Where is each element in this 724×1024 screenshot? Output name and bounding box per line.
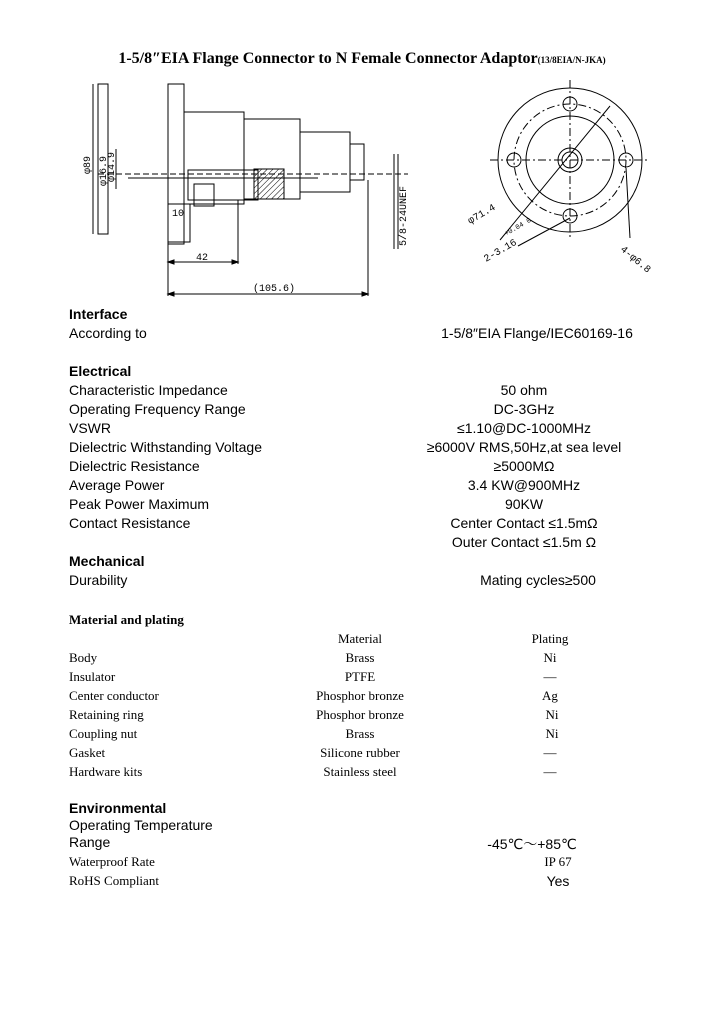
electrical-label: Average Power [69, 477, 165, 493]
interface-value: 1-5/8″EIA Flange/IEC60169-16 [441, 325, 633, 341]
material-name: Phosphor bronze [316, 688, 404, 703]
environmental-label: Waterproof Rate [69, 854, 155, 869]
dim-holes-2-3: 2-3.16 [482, 237, 520, 266]
dim-tolerance: +0.04 0 [503, 216, 533, 239]
dim-42: 42 [196, 253, 209, 264]
column-header-material: Material [337, 631, 383, 646]
electrical-value: ≤1.10@DC-1000MHz [457, 420, 591, 436]
section-heading-mechanical: Mechanical [69, 553, 145, 569]
material-part: Body [69, 650, 98, 665]
section-heading-environmental: Environmental [69, 800, 167, 816]
environmental-label: RoHS Compliant [69, 873, 159, 888]
material-name: Stainless steel [323, 764, 397, 779]
material-name: PTFE [344, 669, 376, 684]
material-name: Phosphor bronze [316, 707, 404, 722]
page-title [0, 50, 724, 68]
environmental-value: Yes [546, 873, 570, 889]
material-plating: — [543, 764, 557, 779]
material-part: Coupling nut [69, 726, 138, 741]
dim-dia-89: φ89 [83, 155, 94, 174]
material-part: Insulator [69, 669, 116, 684]
electrical-label: Operating Frequency Range [69, 401, 246, 417]
dim-dia-16-9: φ16.9 [99, 155, 110, 186]
material-plating: Ag [542, 688, 558, 703]
section-heading-material: Material and plating [69, 612, 184, 627]
electrical-value: 3.4 KW@900MHz [467, 477, 581, 493]
electrical-label: Contact Resistance [69, 515, 191, 531]
section-heading-interface: Interface [69, 306, 128, 322]
material-name: Brass [345, 650, 375, 665]
title-code: (13/8EIA/N-JKA) [537, 55, 606, 65]
electrical-value: Center Contact ≤1.5mΩ [450, 515, 598, 531]
environmental-label-line1: Operating Temperature [69, 817, 213, 833]
mechanical-label: Durability [69, 572, 128, 588]
electrical-value: ≥6000V RMS,50Hz,at sea level [426, 439, 622, 455]
electrical-label: Peak Power Maximum [69, 496, 210, 512]
interface-label: According to [69, 325, 147, 341]
material-plating: Ni [545, 726, 559, 741]
electrical-value: DC-3GHz [493, 401, 555, 417]
side-view-drawing [68, 74, 418, 306]
environmental-value: IP 67 [544, 854, 572, 869]
material-plating: — [543, 669, 557, 684]
dim-10: 10 [172, 209, 185, 220]
mechanical-value: Mating cycles≥500 [480, 572, 596, 588]
material-name: Silicone rubber [320, 745, 400, 760]
section-heading-electrical: Electrical [69, 363, 132, 379]
material-plating: — [543, 745, 557, 760]
dim-dia-71-4: φ71.4 [466, 202, 498, 228]
material-name: Brass [345, 726, 375, 741]
electrical-label: Characteristic Impedance [69, 382, 228, 398]
electrical-value: Outer Contact ≤1.5m Ω [451, 534, 597, 550]
material-part: Gasket [69, 745, 106, 760]
environmental-label-line2: Range [69, 834, 111, 850]
dim-dia-14-9: φ14.9 [107, 151, 118, 182]
environmental-value: -45℃～+85℃ [487, 836, 577, 852]
material-plating: Ni [543, 650, 557, 665]
electrical-value: 50 ohm [500, 382, 548, 398]
electrical-value: ≥5000MΩ [493, 458, 555, 474]
electrical-label: Dielectric Withstanding Voltage [69, 439, 262, 455]
material-plating: Ni [545, 707, 559, 722]
material-part: Retaining ring [69, 707, 144, 722]
electrical-value: 90KW [504, 496, 544, 512]
material-part: Center conductor [69, 688, 159, 703]
electrical-label: VSWR [69, 420, 111, 436]
dim-holes-4: 4-φ6.8 [617, 244, 653, 277]
electrical-label: Dielectric Resistance [69, 458, 200, 474]
material-part: Hardware kits [69, 764, 143, 779]
column-header-plating: Plating [531, 631, 569, 646]
title-main: 1-5/8″EIA Flange Connector to N Female Connector Adaptor [118, 50, 538, 67]
dim-105-6: (105.6) [253, 284, 296, 295]
front-view-drawing [466, 78, 660, 278]
dim-thread: 5/8-24UNEF [399, 185, 410, 246]
